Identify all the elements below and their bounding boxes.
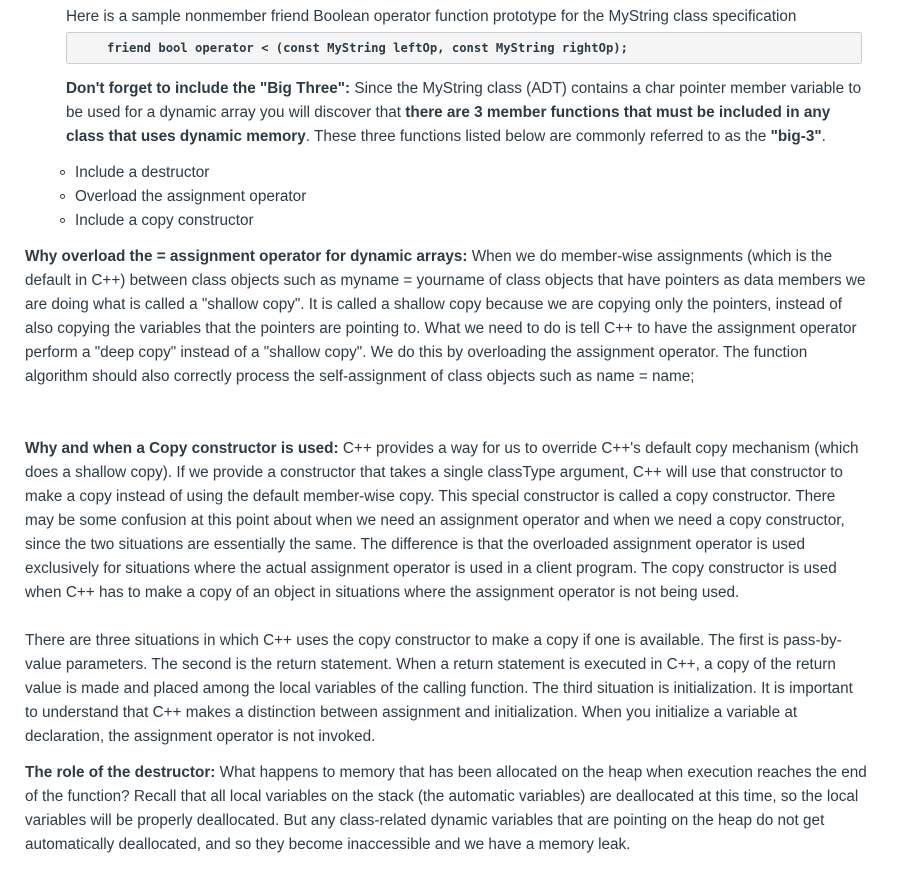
bullet-circle-icon [60,194,65,199]
destructor-heading: The role of the destructor: [25,764,216,781]
bullet-circle-icon [60,170,65,175]
list-item-label: Include a copy constructor [75,212,254,229]
big-three-paragraph [0,77,920,149]
big-three-list [0,161,306,233]
list-item [0,209,306,233]
big-three-text-5: . [821,128,826,145]
big-three-text-1: Since the MyString class (ADT) contains a char pointer member variable to be used for a dynamic array you will discover that [66,80,862,121]
bullet-circle-icon [60,218,65,223]
overload-text: When we do member-wise assignments (which is the default in C++) between class objects such as myname = yourname of class objects that have pointers as data members we are doing what is called a "shallow copy". It is called a shallow copy because we are copying only the pointers, instead of also copying the variables that the pointers are pointing to. What we need to do is tell C++ to have the assignment operator perform a "deep copy" instead of a "shallow copy". We do this by overloading the assignment operator. The function algorithm should also correctly process the self-assignment of class objects such as name = name; [25,248,866,385]
big-three-heading: Don't forget to include the "Big Three": [66,80,351,97]
list-item-label: Overload the assignment operator [75,188,307,205]
three-situations-paragraph [25,629,867,749]
copy-constructor-text: C++ provides a way for us to override C++'s default copy mechanism (which does a shallow copy). If we provide a constructor that takes a single classType argument, C++ will use that constructor to make a copy instead of using the default member-wise copy. This special constructor is called a copy constructor. There may be some confusion at this point about when we need an assignment operator and when we need a copy constructor, since the two situations are essentially the same. The difference is that the overloaded assignment operator is used exclusively for situations where the actual assignment operator is used in a client program. The copy constructor is used when C++ has to make a copy of an object in situations where the assignment operator is not being used. [25,440,859,601]
big-three-bold-4: "big-3" [770,128,822,145]
destructor-paragraph [25,761,867,857]
three-situations-text: There are three situations in which C++ uses the copy constructor to make a copy if one is available. The first is pass-by-value parameters. The second is the return statement. When a return statement is executed in C++, a copy of the return value is made and placed among the local variables of the calling function. The third situation is initialization. It is important to understand that C++ makes a distinction between assignment and initialization. When you initialize a variable at declaration, the assignment operator is not invoked. [25,632,853,745]
overload-heading: Why overload the = assignment operator for dynamic arrays: [25,248,468,265]
list-item [0,161,306,185]
list-item [0,185,306,209]
intro-text: Here is a sample nonmember friend Boolean operator function prototype for the MyString class specification [66,8,797,25]
code-line: friend bool operator < (const MyString leftOp, const MyString rightOp); [107,41,628,55]
overload-paragraph [25,245,867,389]
copy-constructor-paragraph [25,437,867,605]
intro-paragraph [0,5,920,29]
list-item-label: Include a destructor [75,164,210,181]
big-three-text-3: . These three functions listed below are commonly referred to as the [305,128,771,145]
big-three-bold-2: there are 3 member functions that must be included in any class that uses dynamic memory [66,104,831,145]
destructor-text: What happens to memory that has been allocated on the heap when execution reaches the end of the function? Recall that all local variables on the stack (the automatic variables) are deallocated at this time, so the local variables will be properly deallocated. But any class-related dynamic variables that are pointing on the heap do not get automatically deallocated, and so they become inaccessible and we have a memory leak. [25,764,867,853]
code-block [66,32,862,64]
copy-constructor-heading: Why and when a Copy constructor is used: [25,440,339,457]
